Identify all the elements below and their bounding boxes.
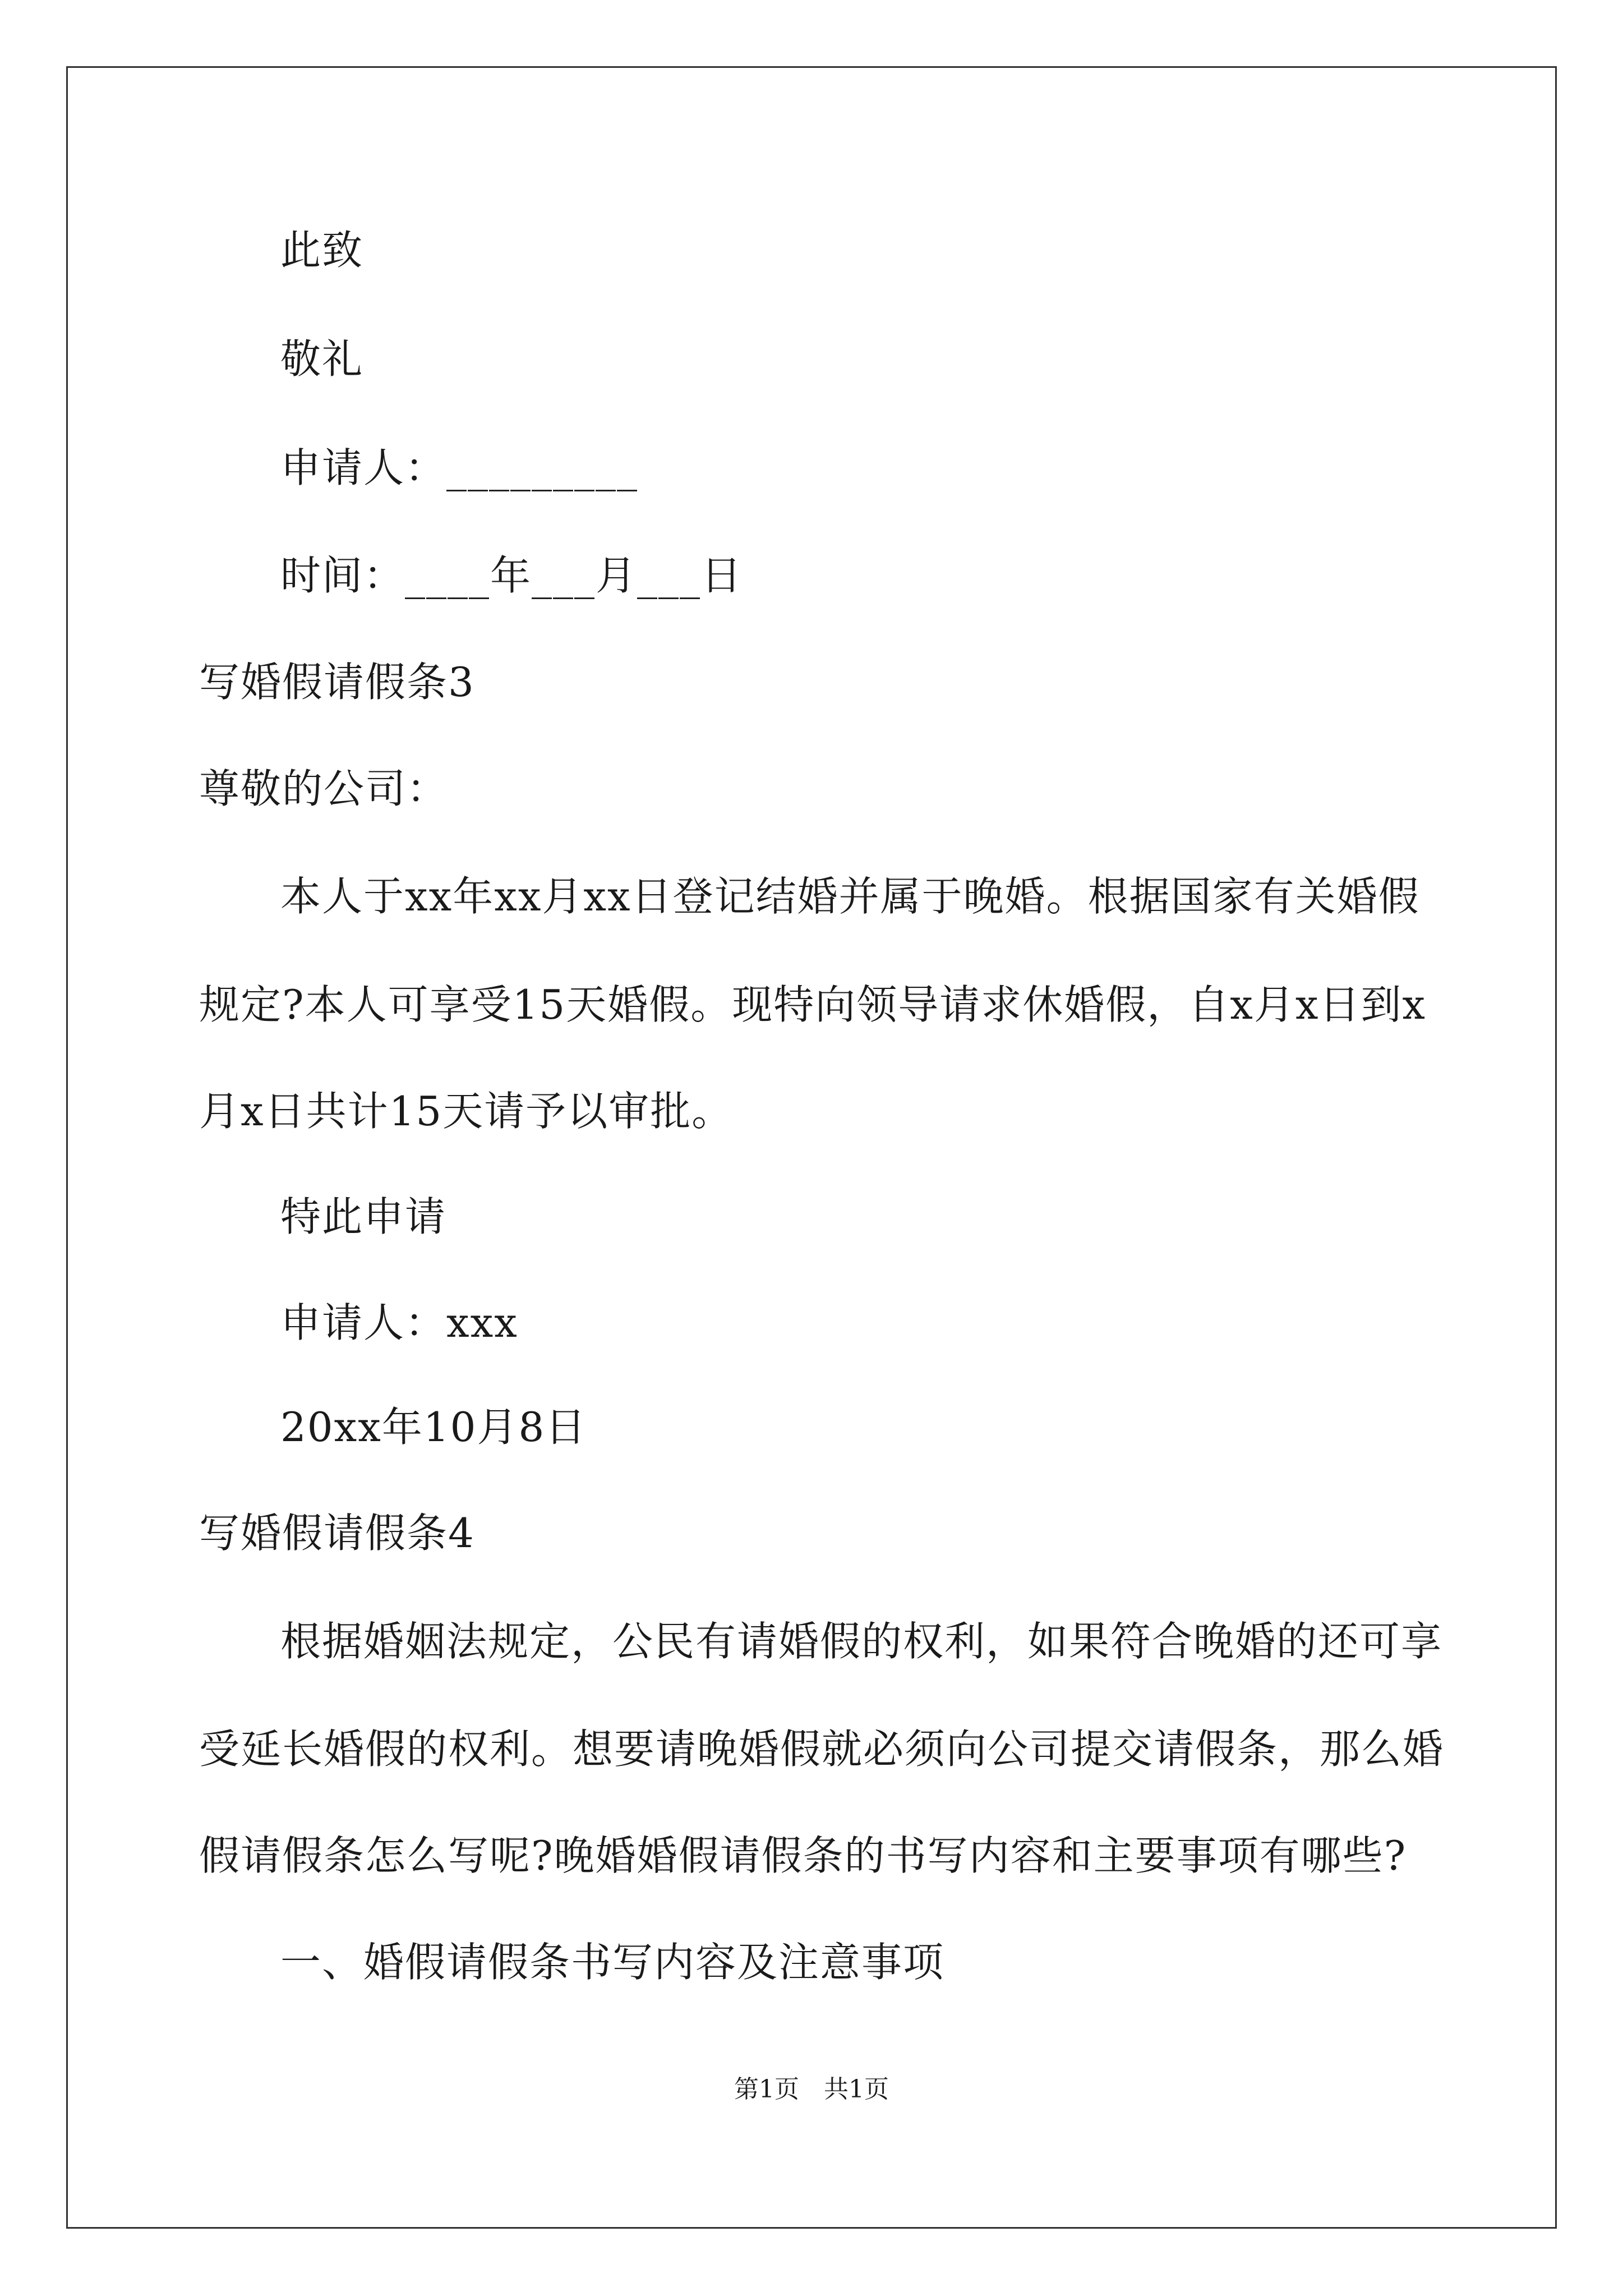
section-heading-3: 写婚假请假条3 (199, 659, 475, 706)
body-paragraph-line: 受延长婚假的权利。想要请晚婚假就必须向公司提交请假条，那么婚 (199, 1726, 1445, 1773)
date-line: 时间：____年___月___日 (280, 552, 743, 599)
section-heading-4: 写婚假请假条4 (199, 1510, 475, 1557)
body-paragraph-line: 假请假条怎么写呢?晚婚婚假请假条的书写内容和主要事项有哪些? (199, 1832, 1407, 1879)
applicant-line: 申请人：_________ (280, 444, 639, 491)
applicant-signature: 申请人：xxx (280, 1299, 518, 1346)
request-closing: 特此申请 (280, 1193, 447, 1240)
page-border (66, 66, 1557, 2229)
page-footer: 第1页 共1页 (734, 2075, 889, 2104)
body-paragraph-line: 本人于xx年xx月xx日登记结婚并属于晚婚。根据国家有关婚假 (280, 873, 1420, 920)
body-paragraph-line: 根据婚姻法规定，公民有请婚假的权利，如果符合晚婚的还可享 (280, 1618, 1443, 1665)
closing-salutation: 此致 (280, 227, 364, 274)
subsection-heading: 一、婚假请假条书写内容及注意事项 (280, 1939, 945, 1986)
body-paragraph-line: 规定?本人可享受15天婚假。现特向领导请求休婚假，自x月x日到x (199, 981, 1427, 1028)
greeting: 尊敬的公司： (199, 765, 449, 812)
closing-respect: 敬礼 (280, 335, 364, 383)
body-paragraph-line: 月x日共计15天请予以审批。 (199, 1088, 734, 1135)
signature-date: 20xx年10月8日 (280, 1404, 587, 1451)
